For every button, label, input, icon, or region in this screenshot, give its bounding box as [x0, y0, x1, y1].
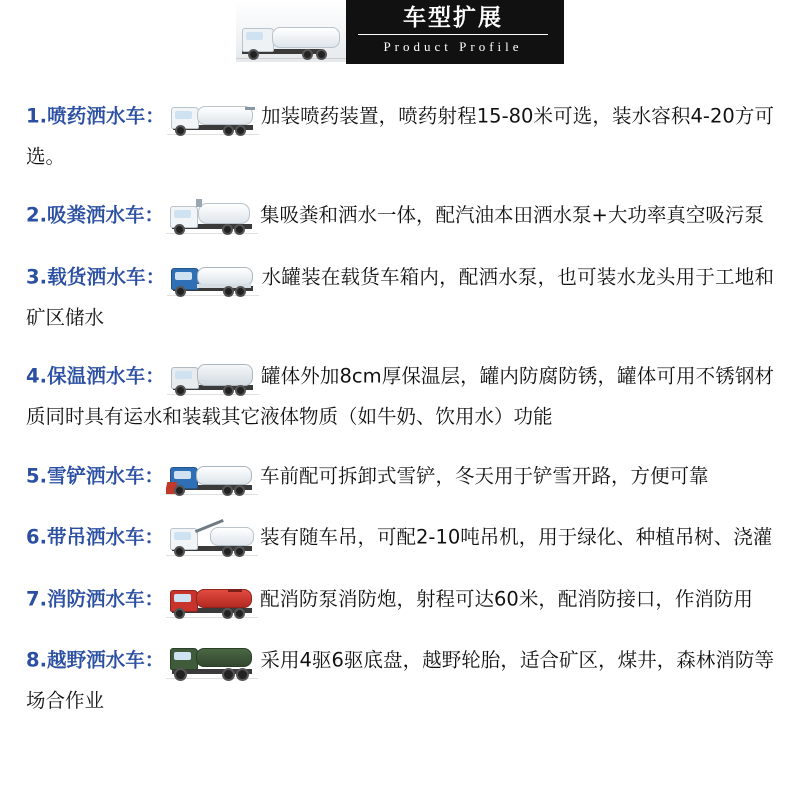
truck-thumbnail: [166, 195, 258, 237]
item-index: 2.: [26, 203, 47, 227]
item-description: 采用4驱6驱底盘，越野轮胎，适合矿区，煤井，森林消防等场合作业: [26, 648, 774, 712]
list-item: [26, 257, 774, 337]
item-title: 吸粪洒水车：: [46, 203, 164, 227]
list-item: [26, 96, 774, 176]
item-description: 罐体外加8cm厚保温层，罐内防腐防锈，罐体可用不锈钢材质同时具有运水和装载其它液体物质（如牛奶、饮用水）功能: [26, 364, 774, 428]
item-description: 加装喷药装置，喷药射程15-80米可选，装水容积4-20方可选。: [26, 104, 774, 168]
truck-thumbnail: [166, 456, 258, 498]
truck-thumbnail: [166, 640, 258, 682]
list-item: [26, 640, 774, 720]
truck-thumbnail: [166, 517, 258, 559]
header-truck-photo: [236, 0, 346, 62]
list-item: [26, 356, 774, 436]
item-title: 载货洒水车：: [46, 265, 166, 288]
item-title: 雪铲洒水车：: [46, 464, 164, 487]
item-description: 水罐装在载货车箱内，配洒水泵，也可装水龙头用于工地和矿区储水: [26, 265, 774, 329]
header-banner: [236, 0, 564, 64]
item-index: 7.: [26, 587, 47, 610]
truck-thumbnail: [167, 257, 259, 299]
fire-monitor: [228, 589, 242, 592]
item-title: 带吊洒水车：: [46, 525, 164, 549]
item-index: 5.: [26, 464, 47, 487]
header-title-block: [346, 0, 564, 64]
item-title: 喷药洒水车：: [46, 104, 165, 127]
item-index: 6.: [26, 525, 47, 549]
item-description: 车前配可拆卸式雪铲，冬天用于铲雪开路，方便可靠: [260, 464, 709, 487]
list-item: [26, 195, 774, 237]
truck-thumbnail: [166, 579, 258, 621]
item-index: 1.: [26, 104, 47, 127]
item-index: 4.: [26, 364, 47, 388]
truck-thumbnail: [167, 96, 259, 138]
item-index: 3.: [26, 265, 47, 288]
page-header: [0, 0, 800, 72]
item-title: 保温洒水车：: [46, 364, 165, 388]
list-item: [26, 456, 774, 498]
item-description: 装有随车吊，可配2-10吨吊机，用于绿化、种植吊树、浇灌: [260, 525, 773, 549]
page-title: 车型扩展: [403, 5, 503, 31]
item-index: 8.: [26, 648, 47, 672]
page-subtitle: Product Profile: [358, 34, 548, 55]
truck-illustration: [236, 0, 346, 62]
list-item: [26, 517, 774, 559]
item-description: 集吸粪和洒水一体，配汽油本田洒水泵+大功率真空吸污泵: [260, 203, 764, 227]
item-description: 配消防泵消防炮，射程可达60米，配消防接口，作消防用: [260, 587, 753, 610]
item-title: 消防洒水车：: [46, 587, 164, 610]
list-item: [26, 579, 774, 621]
product-list: [0, 72, 800, 720]
item-title: 越野洒水车：: [46, 648, 165, 672]
truck-thumbnail: [167, 356, 259, 398]
